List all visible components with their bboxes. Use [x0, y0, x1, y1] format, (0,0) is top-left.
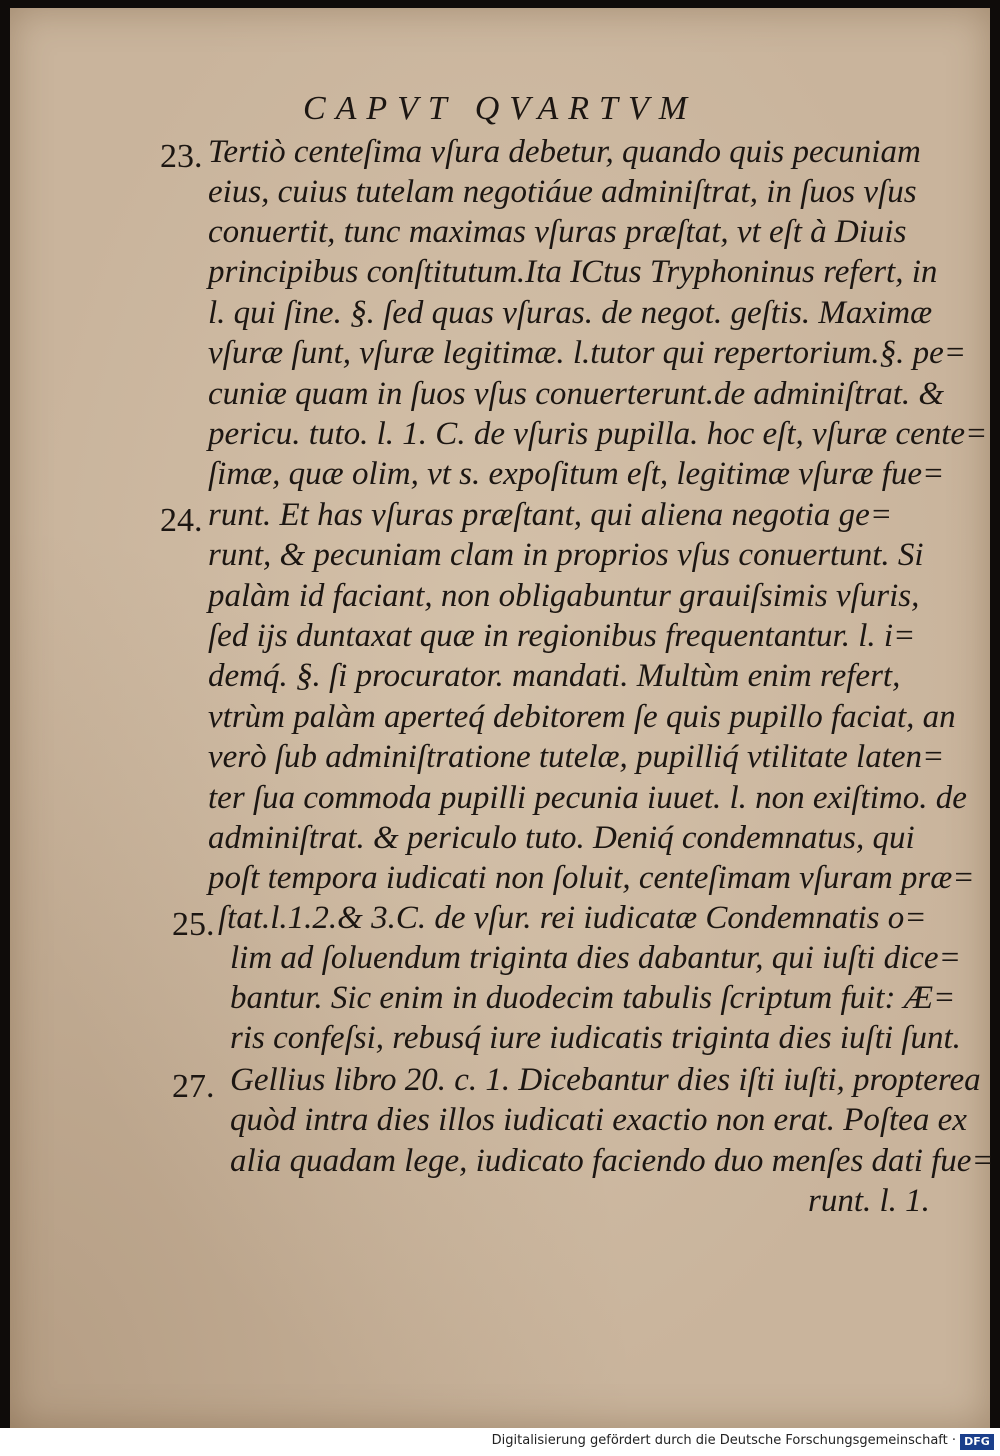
text-line: eius, cuius tutelam negotiáue adminiſtrat, in ſuos vſus: [208, 174, 917, 210]
text-line: bantur. Sic enim in duodecim tabulis ſcriptum fuit: Æ=: [230, 980, 956, 1016]
text-line: ris confeſsi, rebusq́ iure iudicatis triginta dies iuſti ſunt.: [230, 1020, 961, 1056]
text-line: adminiſtrat. & periculo tuto. Deniq́ condemnatus, qui: [208, 820, 915, 856]
margin-number: 25.: [172, 906, 215, 943]
text-line: vtrùm palàm aperteq́ debitorem ſe quis pupillo faciat, an: [208, 699, 956, 735]
text-line: quòd intra dies illos iudicati exactio non erat. Poſtea ex: [230, 1102, 967, 1138]
margin-number: 24.: [160, 502, 203, 539]
running-header: CAPVT QVARTVM: [302, 90, 698, 127]
text-line: cuniæ quam in ſuos vſus conuerterunt.de adminiſtrat. &: [208, 376, 945, 412]
text-line: principibus conſtitutum.Ita ICtus Tryphoninus refert, in: [208, 254, 938, 290]
book-page: [10, 8, 994, 1428]
margin-number: 27.: [172, 1068, 215, 1105]
footer-bar: [0, 1428, 1000, 1456]
text-line: l. qui ſine. §. ſed quas vſuras. de negot. geſtis. Maximæ: [208, 295, 933, 331]
funding-notice: Digitalisierung gefördert durch die Deutsche Forschungsgemeinschaft ·: [491, 1433, 956, 1448]
text-line: demq́. §. ſi procurator. mandati. Multùm enim refert,: [208, 658, 901, 694]
text-line: runt, & pecuniam clam in proprios vſus conuertunt. Si: [208, 537, 924, 573]
text-line: palàm id faciant, non obligabuntur grauiſsimis vſuris,: [208, 578, 920, 614]
margin-number: 23.: [160, 138, 203, 175]
text-line: conuertit, tunc maximas vſuras præſtat, vt eſt à Diuis: [208, 214, 907, 250]
text-line: Gellius libro 20. c. 1. Dicebantur dies iſti iuſti, propterea: [230, 1062, 981, 1098]
text-line: ſtat.l.1.2.& 3.C. de vſur. rei iudicatæ Condemnatis o=: [218, 900, 927, 936]
text-line: ſed ijs duntaxat quæ in regionibus frequentantur. l. i=: [208, 618, 916, 654]
text-line: pericu. tuto. l. 1. C. de vſuris pupilla. hoc eſt, vſuræ cente=: [208, 416, 988, 452]
text-line: vſuræ ſunt, vſuræ legitimæ. l.tutor qui repertorium.§. pe=: [208, 335, 967, 371]
text-line: ſimæ, quæ olim, vt s. expoſitum eſt, legitimæ vſuræ fue=: [208, 456, 945, 492]
text-line: ter ſua commoda pupilli pecunia iuuet. l. non exiſtimo. de: [208, 780, 967, 816]
text-line: verò ſub adminiſtratione tutelæ, pupilliq́ vtilitate laten=: [208, 739, 945, 775]
text-line: runt. l. 1.: [808, 1183, 930, 1219]
text-line: runt. Et has vſuras præſtant, qui aliena negotia ge=: [208, 497, 893, 533]
text-line: poſt tempora iudicati non ſoluit, centeſimam vſuram præ=: [208, 860, 975, 896]
text-line: Tertiò centeſima vſura debetur, quando quis pecuniam: [208, 134, 921, 170]
text-line: lim ad ſoluendum triginta dies dabantur, qui iuſti dice=: [230, 940, 961, 976]
text-line: alia quadam lege, iudicato faciendo duo menſes dati fue=: [230, 1143, 994, 1179]
dfg-logo: DFG: [960, 1434, 994, 1450]
